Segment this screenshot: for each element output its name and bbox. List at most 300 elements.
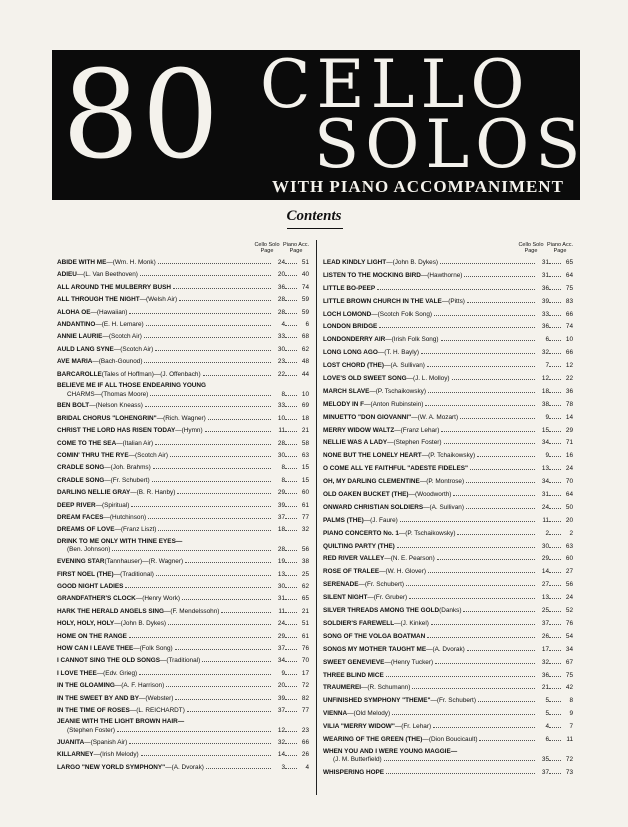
piano-page-number: 21 xyxy=(301,607,309,615)
leader-dots xyxy=(549,768,561,774)
song-title: ABIDE WITH ME xyxy=(57,259,107,266)
song-title: LONDON BRIDGE xyxy=(323,323,378,331)
leader-dots xyxy=(549,271,561,277)
leader-dots xyxy=(285,439,297,445)
piano-page-number: 17 xyxy=(301,669,309,677)
cello-page-number: 12 xyxy=(277,726,285,734)
song-title: AVE MARIA xyxy=(57,358,93,366)
leader-dots xyxy=(392,709,535,715)
song-title: ALOHA OE xyxy=(57,308,91,316)
cello-page-number: 11 xyxy=(278,427,285,435)
song-composer: —(A. Dvorak) xyxy=(426,645,465,653)
leader-dots xyxy=(406,580,535,586)
contents-entry xyxy=(323,768,573,781)
contents-entry xyxy=(323,361,573,374)
leader-dots xyxy=(549,722,561,728)
cello-page-number: 33 xyxy=(541,310,549,318)
song-composer: —(Fr. Schubert) xyxy=(104,476,150,484)
leader-dots xyxy=(433,722,535,728)
piano-page-number: 20 xyxy=(565,516,573,524)
song-composer: —(Fr. Schubert) xyxy=(430,697,476,705)
leader-dots xyxy=(384,755,535,761)
leader-dots xyxy=(285,357,297,363)
song-composer: —(T. H. Bayly) xyxy=(377,349,419,357)
leader-dots xyxy=(427,361,535,367)
leader-dots xyxy=(549,516,561,522)
cello-page-number: 24 xyxy=(277,620,285,628)
piano-page-number: 70 xyxy=(301,657,309,665)
piano-page-number: 25 xyxy=(301,570,309,578)
cello-page-number: 2 xyxy=(545,529,549,537)
cello-page-number: 31 xyxy=(541,259,549,266)
cello-page-number: 23 xyxy=(277,358,285,366)
leader-dots xyxy=(386,768,535,774)
song-title: HOW CAN I LEAVE THEE xyxy=(57,644,134,652)
contents-entry xyxy=(57,525,309,537)
piano-page-number: 65 xyxy=(301,595,309,603)
leader-dots xyxy=(549,310,561,316)
song-composer: —(W. H. Glover) xyxy=(379,568,426,576)
piano-page-number: 51 xyxy=(301,259,309,266)
song-title: CHRIST THE LORD HAS RISEN TODAY xyxy=(57,427,176,435)
leader-dots xyxy=(285,525,297,531)
cello-page-number: 17 xyxy=(541,645,549,653)
piano-page-number: 69 xyxy=(301,402,309,410)
leader-dots xyxy=(379,322,535,328)
leader-dots xyxy=(179,295,271,301)
song-composer: —(Henry Work) xyxy=(135,595,181,603)
song-title: DARLING NELLIE GRAY xyxy=(57,489,131,497)
cello-page-number: 5 xyxy=(545,710,549,718)
cello-page-number: 11 xyxy=(542,516,549,524)
piano-page-number: 24 xyxy=(565,594,573,602)
song-title: LONG LONG AGO xyxy=(323,349,378,357)
cello-page-number: 38 xyxy=(541,400,549,408)
song-title: BELIEVE ME IF ALL THOSE ENDEARING YOUNG xyxy=(57,381,207,389)
piano-page-number: 23 xyxy=(301,726,309,734)
leader-dots xyxy=(434,310,535,316)
leader-dots xyxy=(153,463,271,469)
cello-page-number: 33 xyxy=(277,333,285,341)
leader-dots xyxy=(166,681,271,687)
song-title: BEN BOLT xyxy=(57,402,90,410)
piano-page-header: Piano Acc. Page xyxy=(283,242,309,254)
song-composer: —(Franz Lehar) xyxy=(394,426,440,434)
leader-dots xyxy=(441,335,535,341)
contents-entry xyxy=(323,413,573,426)
song-composer: —(Spanish Air) xyxy=(84,738,128,746)
song-composer: —(Hutchinson) xyxy=(103,513,147,521)
piano-page-number: 60 xyxy=(301,489,309,497)
cello-page-number: 14 xyxy=(277,751,285,759)
leader-dots xyxy=(144,357,271,363)
song-title: NELLIE WAS A LADY xyxy=(323,439,388,447)
leader-dots xyxy=(460,413,535,419)
song-title: SWEET GENEVIEVE xyxy=(323,658,385,666)
piano-page-number: 27 xyxy=(565,568,573,576)
piano-page-number: 56 xyxy=(565,581,573,589)
song-title: HOLY, HOLY, HOLY xyxy=(57,620,115,628)
piano-page-number: 6 xyxy=(305,320,309,328)
song-title: DREAMS OF LOVE xyxy=(57,526,115,534)
song-composer: —(Dion Boucicault) xyxy=(422,735,478,743)
contents-entry xyxy=(323,529,573,542)
contents-entry xyxy=(323,683,573,696)
song-composer: —(Folk Song) xyxy=(133,644,173,652)
leader-dots xyxy=(477,451,535,457)
piano-page-number: 66 xyxy=(565,310,573,318)
piano-page-number: 10 xyxy=(565,336,573,344)
leader-dots xyxy=(285,426,297,432)
cello-page-number: 18 xyxy=(541,387,549,395)
cello-page-number: 21 xyxy=(541,684,549,692)
song-title: BRIDAL CHORUS "LOHENGRIN" xyxy=(57,414,157,422)
leader-dots xyxy=(141,750,271,756)
cello-page-number: 34 xyxy=(541,439,549,447)
contents-entry xyxy=(57,570,309,582)
song-title: GOOD NIGHT LADIES xyxy=(57,582,124,590)
cello-page-number: 30 xyxy=(277,345,285,353)
cello-page-number: 37 xyxy=(541,769,549,777)
leader-dots xyxy=(549,658,561,664)
cello-page-number: 28 xyxy=(277,296,285,304)
contents-entry xyxy=(323,567,573,580)
contents-entry xyxy=(57,594,309,606)
contents-entry xyxy=(323,593,573,606)
leader-dots xyxy=(152,476,271,482)
leader-dots xyxy=(285,557,297,563)
contents-entry xyxy=(323,580,573,593)
piano-page-number: 78 xyxy=(565,400,573,408)
song-composer: (Ben. Johnson) xyxy=(67,546,111,554)
leader-dots xyxy=(131,501,271,507)
leader-dots xyxy=(158,258,271,264)
contents-entry xyxy=(323,387,573,400)
leader-dots xyxy=(285,570,297,576)
song-composer: —(J. Kinkel) xyxy=(394,619,429,627)
leader-dots xyxy=(285,488,297,494)
contents-entry xyxy=(323,632,573,645)
cello-page-number: 28 xyxy=(277,546,285,554)
contents-entry xyxy=(323,426,573,439)
cello-page-number: 9 xyxy=(545,413,549,421)
leader-dots xyxy=(549,671,561,677)
song-composer: —(B. R. Hanby) xyxy=(130,489,176,497)
cello-page-number: 13 xyxy=(277,570,285,578)
piano-page-number: 72 xyxy=(565,756,573,764)
leader-dots xyxy=(549,593,561,599)
cello-page-number: 37 xyxy=(277,644,285,652)
piano-page-number: 14 xyxy=(565,413,573,421)
cello-page-number: 29 xyxy=(277,632,285,640)
song-title: UNFINISHED SYMPHONY "THEME" xyxy=(323,697,431,705)
song-composer: —(A. Sullivan) xyxy=(423,503,464,511)
contents-entry xyxy=(323,516,573,529)
piano-page-number: 48 xyxy=(301,358,309,366)
cello-page-number: 29 xyxy=(541,555,549,563)
leader-dots xyxy=(144,332,271,338)
leader-dots xyxy=(285,632,297,638)
leader-dots xyxy=(549,645,561,651)
contents-entry xyxy=(57,382,309,402)
leader-dots xyxy=(285,763,297,769)
song-title: MINUETTO "DON GIOVANNI" xyxy=(323,413,412,421)
contents-entry xyxy=(57,681,309,693)
contents-entry xyxy=(57,463,309,475)
song-composer: —(Wm. H. Monk) xyxy=(106,259,156,266)
song-title: LONDONDERRY AIR xyxy=(323,336,386,344)
cello-page-number: 37 xyxy=(277,706,285,714)
leader-dots xyxy=(285,545,297,551)
leader-dots xyxy=(549,374,561,380)
leader-dots xyxy=(427,632,535,638)
piano-page-number: 34 xyxy=(565,645,573,653)
contents-entry xyxy=(57,582,309,594)
cello-page-header: Cello Solo Page xyxy=(254,242,280,254)
song-title: MARCH SLAVE xyxy=(323,387,370,395)
leader-dots xyxy=(549,400,561,406)
contents-entry xyxy=(57,557,309,569)
song-title: DREAM FACES xyxy=(57,513,104,521)
contents-entry xyxy=(323,451,573,464)
leader-dots xyxy=(467,645,535,651)
cello-page-number: 28 xyxy=(277,439,285,447)
title-line-solos: SOLOS xyxy=(314,106,587,183)
contents-entry xyxy=(57,451,309,463)
leader-dots xyxy=(187,706,271,712)
leader-dots xyxy=(549,735,561,741)
song-composer: —(W. A. Mozart) xyxy=(411,413,459,421)
piano-page-number: 4 xyxy=(305,763,309,771)
leader-dots xyxy=(549,632,561,638)
cello-page-number: 36 xyxy=(541,284,549,292)
piano-page-number: 12 xyxy=(565,362,573,370)
song-composer: —(N. E. Pearson) xyxy=(384,555,435,563)
song-composer: —(E. H. Lemare) xyxy=(95,320,144,328)
leader-dots xyxy=(208,414,271,420)
cello-page-number: 7 xyxy=(545,362,549,370)
cello-page-number: 6 xyxy=(545,336,549,344)
song-title: I CANNOT SING THE OLD SONGS xyxy=(57,657,160,665)
cello-page-number: 13 xyxy=(541,465,549,473)
leader-dots xyxy=(148,513,271,519)
song-composer: —(Bach-Gounod) xyxy=(92,358,143,366)
contents-entry xyxy=(57,270,309,282)
piano-page-number: 59 xyxy=(301,296,309,304)
song-composer: —(A. Sullivan) xyxy=(384,362,425,370)
leader-dots xyxy=(400,516,535,522)
piano-page-number: 11 xyxy=(566,735,573,743)
song-title: LOCH LOMOND xyxy=(323,310,372,318)
contents-entry xyxy=(57,308,309,320)
song-composer: —(Webster) xyxy=(139,694,174,702)
song-title: LARGO "NEW YORLD SYMPHONY" xyxy=(57,763,166,771)
leader-dots xyxy=(285,738,297,744)
piano-page-number: 15 xyxy=(301,476,309,484)
contents-entry xyxy=(57,488,309,500)
song-composer: (Tannhauser)—(R. Wagner) xyxy=(104,558,184,566)
piano-page-number: 75 xyxy=(565,284,573,292)
cello-page-number: 20 xyxy=(277,682,285,690)
leader-dots xyxy=(549,503,561,509)
leader-dots xyxy=(435,658,535,664)
song-title: HOME ON THE RANGE xyxy=(57,632,127,640)
leader-dots xyxy=(285,390,297,396)
song-title: VIENNA xyxy=(323,710,348,718)
contents-entry xyxy=(323,310,573,323)
song-title: ALL AROUND THE MULBERRY BUSH xyxy=(57,283,171,291)
leader-dots xyxy=(285,476,297,482)
song-composer: —(John B. Dykes) xyxy=(114,620,167,628)
song-composer: —(Old Melody) xyxy=(347,710,391,718)
contents-entry xyxy=(323,258,573,271)
leader-dots xyxy=(549,477,561,483)
song-composer: —(Stephen Foster) xyxy=(387,439,442,447)
contents-entry xyxy=(323,335,573,348)
leader-dots xyxy=(549,284,561,290)
contents-entry xyxy=(57,439,309,451)
piano-page-number: 56 xyxy=(301,546,309,554)
cello-page-number: 30 xyxy=(277,451,285,459)
contents-entry xyxy=(323,709,573,722)
leader-dots xyxy=(206,763,271,769)
leader-dots xyxy=(463,606,535,612)
cello-page-number: 24 xyxy=(541,503,549,511)
cello-page-number: 4 xyxy=(281,320,285,328)
song-title: DRINK TO ME ONLY WITH THINE EYES— xyxy=(57,537,183,545)
song-composer: —(J. Faure) xyxy=(363,516,398,524)
cello-page-number: 26 xyxy=(541,632,549,640)
cello-page-number: 35 xyxy=(541,756,549,764)
leader-dots xyxy=(549,696,561,702)
piano-page-number: 75 xyxy=(565,671,573,679)
piano-page-number: 63 xyxy=(565,542,573,550)
cello-page-header: Cello Solo Page xyxy=(518,242,544,254)
leader-dots xyxy=(129,632,271,638)
contents-entry xyxy=(57,320,309,332)
leader-dots xyxy=(285,270,297,276)
leader-dots xyxy=(466,503,535,509)
contents-column-right xyxy=(323,238,573,781)
column-header xyxy=(323,238,573,258)
leader-dots xyxy=(221,607,271,613)
contents-entry xyxy=(323,645,573,658)
leader-dots xyxy=(452,374,535,380)
song-title: ALL THROUGH THE NIGHT xyxy=(57,296,140,304)
song-title: EVENING STAR xyxy=(57,558,105,566)
cello-page-number: 9 xyxy=(281,669,285,677)
contents-entry xyxy=(57,656,309,668)
leader-dots xyxy=(145,401,271,407)
song-composer: —(Rich. Wagner) xyxy=(156,414,206,422)
contents-entry xyxy=(323,554,573,567)
song-composer: —(P. Tschaikowsky) xyxy=(398,529,456,537)
contents-entry xyxy=(57,644,309,656)
contents-entry xyxy=(57,295,309,307)
leader-dots xyxy=(440,258,535,264)
leader-dots xyxy=(549,567,561,573)
contents-entry xyxy=(323,477,573,490)
song-title: OH, MY DARLING CLEMENTINE xyxy=(323,478,420,486)
cello-page-number: 36 xyxy=(541,323,549,331)
cello-page-number: 5 xyxy=(545,697,549,705)
song-title: O COME ALL YE FAITHFUL "ADESTE FIDELES" xyxy=(323,465,469,473)
song-composer: —(Hawthorne) xyxy=(420,271,463,279)
leader-dots xyxy=(479,735,535,741)
contents-entry xyxy=(323,464,573,477)
song-composer: —(Italian Air) xyxy=(116,439,154,447)
song-composer: (J. M. Butterfield) xyxy=(333,756,382,764)
song-title: CRADLE SONG xyxy=(57,464,105,472)
song-composer: —(Scotch Folk Song) xyxy=(371,310,433,318)
song-title: HARK THE HERALD ANGELS SING xyxy=(57,607,164,615)
piano-page-number: 83 xyxy=(565,297,573,305)
leader-dots xyxy=(549,709,561,715)
leader-dots xyxy=(425,400,535,406)
leader-dots xyxy=(129,738,271,744)
leader-dots xyxy=(285,694,297,700)
contents-entry xyxy=(57,345,309,357)
contents-entry xyxy=(323,542,573,555)
contents-entry xyxy=(57,632,309,644)
song-title: SERENADE xyxy=(323,581,359,589)
leader-dots xyxy=(285,644,297,650)
piano-page-number: 58 xyxy=(301,439,309,447)
leader-dots xyxy=(285,370,297,376)
song-title: OLD OAKEN BUCKET (THE) xyxy=(323,491,409,499)
leader-dots xyxy=(549,413,561,419)
song-title: KILLARNEY xyxy=(57,751,94,759)
song-title: CRADLE SONG xyxy=(57,476,105,484)
cello-page-number: 6 xyxy=(545,735,549,743)
song-composer: —(L. Van Beethoven) xyxy=(76,271,138,279)
contents-entry xyxy=(57,706,309,718)
piano-page-number: 82 xyxy=(301,694,309,702)
cello-page-number: 9 xyxy=(545,452,549,460)
cello-page-number: 39 xyxy=(541,297,549,305)
leader-dots xyxy=(437,554,535,560)
leader-dots xyxy=(285,607,297,613)
song-title: VILIA "MERRY WIDOW" xyxy=(323,723,395,731)
leader-dots xyxy=(150,390,271,396)
contents-list-right xyxy=(323,258,573,781)
contents-entry xyxy=(57,476,309,488)
piano-page-number: 15 xyxy=(301,464,309,472)
leader-dots xyxy=(549,529,561,535)
cello-page-number: 32 xyxy=(277,738,285,746)
leader-dots xyxy=(441,426,535,432)
cello-page-number: 13 xyxy=(541,594,549,602)
song-title: ANDANTINO xyxy=(57,320,96,328)
song-title: WHISPERING HOPE xyxy=(323,769,385,777)
piano-page-number: 42 xyxy=(565,684,573,692)
piano-page-number: 60 xyxy=(565,555,573,563)
song-composer: —(Scotch Air) xyxy=(113,345,154,353)
column-header xyxy=(57,238,309,258)
song-title: PALMS (THE) xyxy=(323,516,364,524)
cello-page-number: 29 xyxy=(277,489,285,497)
leader-dots xyxy=(285,750,297,756)
leader-dots xyxy=(285,308,297,314)
song-title: COMIN' THRU THE RYE xyxy=(57,451,129,459)
contents-entry xyxy=(57,513,309,525)
leader-dots xyxy=(202,656,271,662)
song-composer: —(Pitts) xyxy=(441,297,465,305)
cello-page-number: 25 xyxy=(541,607,549,615)
song-title: I LOVE THEE xyxy=(57,669,97,677)
contents-entry xyxy=(57,370,309,382)
song-composer: —(Fr. Lehar) xyxy=(394,723,432,731)
